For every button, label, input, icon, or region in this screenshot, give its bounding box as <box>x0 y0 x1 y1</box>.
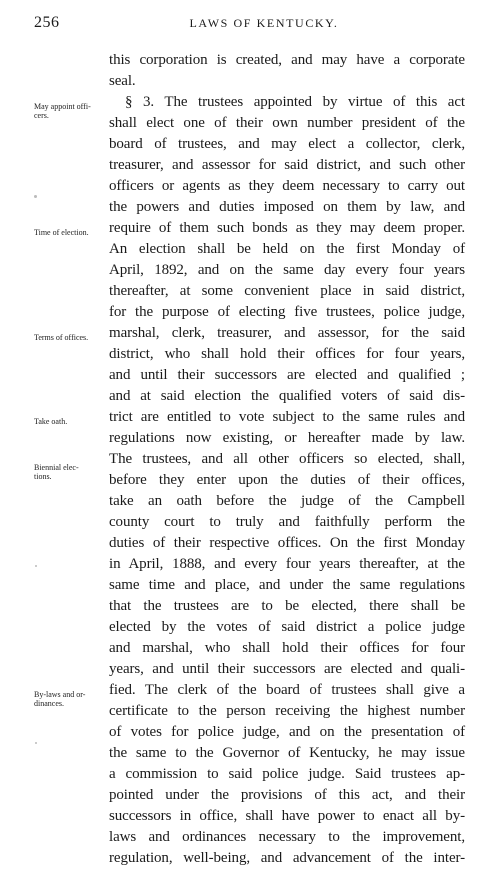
body-line: laws and ordinances necessary to the improvement, <box>109 829 465 845</box>
body-line: officers or agents as they deem necessary to carry out <box>109 178 465 194</box>
body-line: and at said election the qualified voters of said dis- <box>109 388 465 404</box>
body-line: in April, 1888, and every four years thereafter, at the <box>109 556 465 572</box>
margin-note-bylaws <box>34 690 110 708</box>
body-line: a commission to said police judge. Said trustees ap- <box>109 766 465 782</box>
body-line: treasurer, and assessor for said district, and such other <box>109 157 465 173</box>
body-line: trict are entitled to vote subject to the same rules and <box>109 409 465 425</box>
margin-note-terms-of-offices <box>34 333 110 342</box>
body-line: pointed under the provisions of this act, and their <box>109 787 465 803</box>
body-line: seal. <box>109 73 136 89</box>
body-line: county court to truly and faithfully perform the <box>109 514 465 530</box>
body-line: certificate to the person receiving the highest number <box>109 703 465 719</box>
scan-speck <box>35 742 37 744</box>
margin-note-may-appoint <box>34 102 110 120</box>
body-line: marshal, clerk, treasurer, and assessor, for the said <box>109 325 465 341</box>
body-line: duties of their respective offices. On the first Monday <box>109 535 465 551</box>
page-header <box>34 14 472 36</box>
margin-note-line: By-laws and or- <box>34 690 86 699</box>
margin-note-biennial-elections <box>34 463 110 481</box>
body-line: shall elect one of their own number president of the <box>109 115 465 131</box>
body-line: § 3. The trustees appointed by virtue of this act <box>125 94 465 110</box>
body-line: this corporation is created, and may have a corporate <box>109 52 465 68</box>
body-line: regulation, well-being, and advancement of the inter- <box>109 850 465 866</box>
margin-note-line: tions. <box>34 472 52 481</box>
body-line: same time and place, and under the same regulations <box>109 577 465 593</box>
body-line: that the trustees are to be elected, there shall be <box>109 598 465 614</box>
body-line: the same to the Governor of Kentucky, he may issue <box>109 745 465 761</box>
margin-note-line: Biennial elec- <box>34 463 79 472</box>
body-line: and marshal, who shall hold their offices for four <box>109 640 465 656</box>
body-line: elected by the votes of said district a police judge <box>109 619 465 635</box>
body-line: The trustees, and all other officers so elected, shall, <box>109 451 465 467</box>
body-line: take an oath before the judge of the Campbell <box>109 493 465 509</box>
margin-note-line: dinances. <box>34 699 64 708</box>
body-text <box>109 50 465 869</box>
margin-note-take-oath <box>34 417 110 426</box>
body-line: of votes for police judge, and on the presentation of <box>109 724 465 740</box>
body-line: successors in office, shall have power to enact all by- <box>109 808 465 824</box>
margin-note-time-of-election <box>34 228 110 237</box>
body-line: board of trustees, and may elect a collector, clerk, <box>109 136 465 152</box>
running-head: LAWS OF KENTUCKY. <box>189 16 339 30</box>
body-line: district, who shall hold their offices for four years, <box>109 346 465 362</box>
body-line: April, 1892, and on the same day every four years <box>109 262 465 278</box>
body-line: require of them such bonds as they may deem proper. <box>109 220 465 236</box>
scan-speck <box>34 195 37 198</box>
body-line: years, and until their successors are elected and quali- <box>109 661 465 677</box>
body-line: for the purpose of electing five trustees, police judge, <box>109 304 465 320</box>
scan-speck <box>35 565 37 567</box>
body-line: thereafter, at some convenient place in said district, <box>109 283 465 299</box>
body-line: the powers and duties imposed on them by law, and <box>109 199 465 215</box>
margin-note-line: Terms of offices. <box>34 333 89 342</box>
margin-note-line: May appoint offi- <box>34 102 91 111</box>
body-line: fied. The clerk of the board of trustees shall give a <box>109 682 465 698</box>
page-number: 256 <box>34 14 60 31</box>
margin-note-line: Time of election. <box>34 228 89 237</box>
body-line: and until their successors are elected and qualified ; <box>109 367 465 383</box>
body-line: before they enter upon the duties of their offices, <box>109 472 465 488</box>
margin-note-line: Take oath. <box>34 417 68 426</box>
body-line: An election shall be held on the first Monday of <box>109 241 465 257</box>
body-line: regulations now existing, or hereafter made by law. <box>109 430 465 446</box>
margin-note-line: cers. <box>34 111 49 120</box>
